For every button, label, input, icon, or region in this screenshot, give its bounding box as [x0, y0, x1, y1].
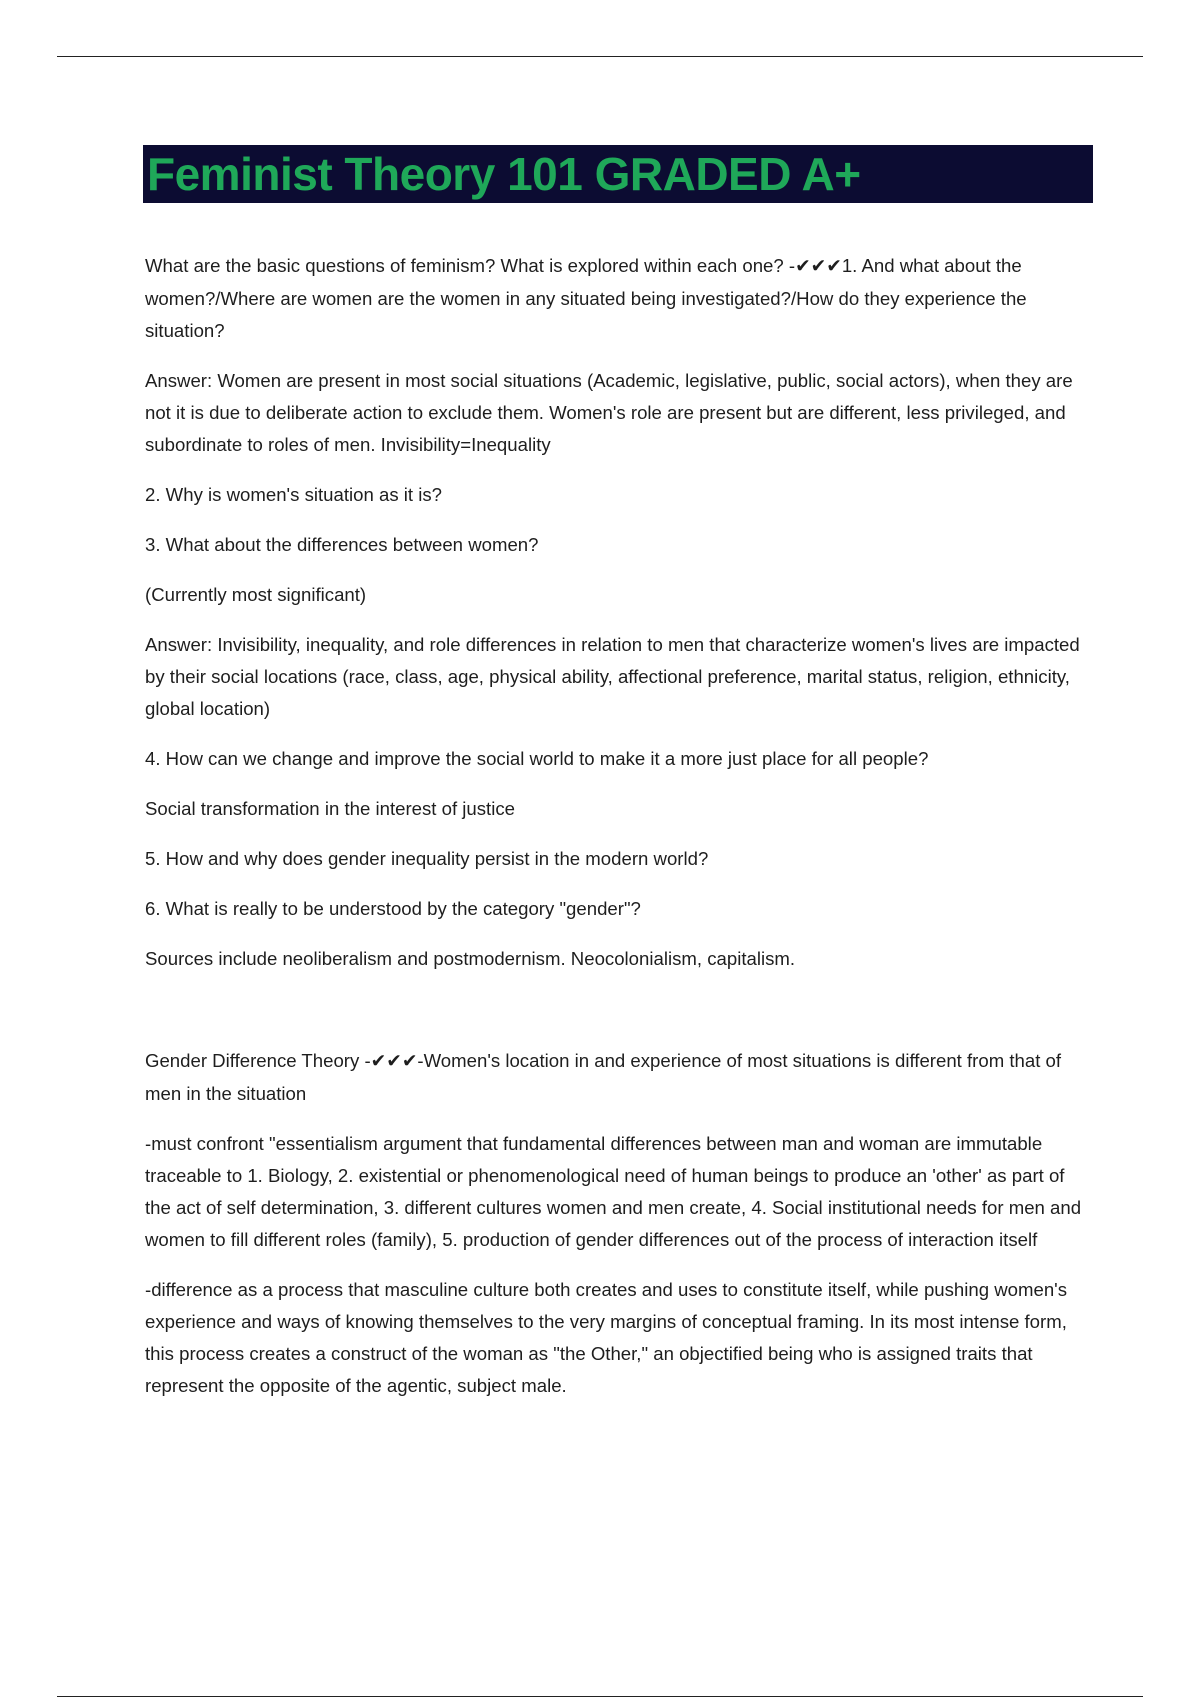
question-1-text: What are the basic questions of feminism? What is explored within each one? -: [145, 255, 796, 276]
document-title: Feminist Theory 101 GRADED A+: [147, 148, 861, 200]
difference-process-paragraph: -difference as a process that masculine culture both creates and uses to constitute itself, while pushing women's experience and ways of knowing themselves to the very margins of conceptual framing. In its most intense form, this process creates a construct of the woman as "the Other," an objectified being who is assigned traits that represent the opposite of the agentic, subject male.: [145, 1279, 1068, 1396]
answer-4: Social transformation in the interest of justice: [145, 798, 515, 819]
checkmarks-icon: ✔✔✔: [370, 1051, 418, 1072]
question-4: 4. How can we change and improve the social world to make it a more just place for all people?: [145, 748, 929, 769]
question-1-continuation: 1. And what about the women?/Where are women are the women in any situated being investigated?/How do they experience the situation?: [145, 255, 1027, 341]
question-3-note: (Currently most significant): [145, 584, 367, 605]
page-top-rule: [57, 56, 1143, 57]
gender-difference-theory-term: [145, 1045, 1095, 1110]
question-5: 5. How and why does gender inequality persist in the modern world?: [145, 848, 709, 869]
page-bottom-rule: [57, 1696, 1143, 1697]
checkmarks-icon: ✔✔✔: [795, 256, 842, 277]
term-text: Gender Difference Theory -: [145, 1050, 371, 1071]
term-definition: -Women's location in and experience of most situations is different from that of men in the situation: [145, 1050, 1062, 1104]
answer-1: Answer: Women are present in most social situations (Academic, legislative, public, social actors), when they are not it is due to deliberate action to exclude them. Women's role are present but are different, less privileged, and subordinate to roles of men. Invisibility=Inequality: [145, 370, 1073, 455]
question-3: 3. What about the differences between women?: [145, 534, 539, 555]
sources-line: Sources include neoliberalism and postmodernism. Neocolonialism, capitalism.: [145, 948, 796, 969]
question-6: 6. What is really to be understood by the category "gender"?: [145, 898, 641, 919]
document-body: [145, 250, 1095, 1420]
question-1: [145, 250, 1095, 347]
answer-3: Answer: Invisibility, inequality, and role differences in relation to men that characterize women's lives are impacted by their social locations (race, class, age, physical ability, affectional preference, marital status, religion, ethnicity, global location): [145, 634, 1080, 719]
question-2: 2. Why is women's situation as it is?: [145, 484, 443, 505]
essentialism-paragraph: -must confront "essentialism argument that fundamental differences between man and woman are immutable traceable to 1. Biology, 2. existential or phenomenological need of human beings to produce an 'other' as part of the act of self determination, 3. different cultures women and men create, 4. Social institutional needs for men and women to fill different roles (family), 5. production of gender differences out of the process of interaction itself: [145, 1133, 1082, 1250]
title-banner: [143, 145, 1093, 203]
section-spacer: [145, 993, 1095, 1045]
